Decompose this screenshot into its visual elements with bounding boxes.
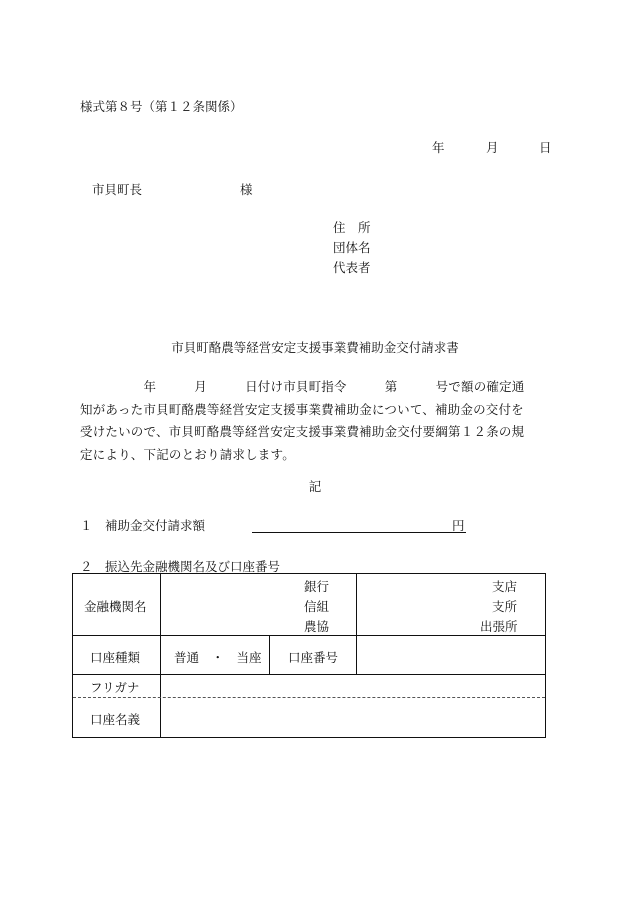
document-title: 市貝町酪農等経営安定支援事業費補助金交付請求書 <box>171 340 459 355</box>
date-day: 日 <box>539 140 552 155</box>
ki-heading: 記 <box>308 479 322 494</box>
account-number-field[interactable] <box>357 636 545 674</box>
table-divider <box>269 635 270 674</box>
account-number-label: 口座番号 <box>288 650 339 665</box>
account-type-options[interactable]: 普通 ・ 当座 <box>174 650 262 665</box>
addressee-honorific: 様 <box>240 182 253 197</box>
institution-label: 金融機関名 <box>84 599 147 614</box>
applicant-organization-label: 団体名 <box>333 240 371 255</box>
body-line: 定により、下記のとおり請求します。 <box>80 446 295 462</box>
amount-underline[interactable] <box>252 532 466 533</box>
account-holder-label: 口座名義 <box>90 712 141 727</box>
bank-type-bank: 銀行 <box>304 579 330 594</box>
bank-type-credit-union: 信組 <box>304 599 330 614</box>
bank-account-table <box>72 573 546 738</box>
body-paragraph <box>80 376 552 466</box>
amount-unit: 円 <box>452 518 465 533</box>
branch-type-branch: 支店 <box>492 579 518 594</box>
account-holder-field[interactable] <box>161 698 545 737</box>
body-line: 年 月 日付け市貝町指令 第 号で額の確定通 <box>80 379 525 394</box>
applicant-representative-label: 代表者 <box>333 260 371 275</box>
date-month: 月 <box>486 140 499 155</box>
account-type-label: 口座種類 <box>90 650 141 665</box>
date-year: 年 <box>432 140 445 155</box>
furigana-label: フリガナ <box>90 680 140 695</box>
bank-type-agri-coop: 農協 <box>304 619 330 634</box>
applicant-address-label: 住 所 <box>333 220 371 235</box>
branch-type-office: 支所 <box>492 599 518 614</box>
item2-label: ２ 振込先金融機関名及び口座番号 <box>80 559 281 574</box>
form-number: 様式第８号（第１２条関係） <box>80 99 243 114</box>
body-line: 知があった市貝町酪農等経営安定支援事業費補助金について、補助金の交付を <box>80 401 524 417</box>
item1-label: １ 補助金交付請求額 <box>80 518 206 533</box>
furigana-field[interactable] <box>161 675 545 697</box>
branch-type-sub-office: 出張所 <box>480 619 518 634</box>
body-line: 受けたいので、市貝町酪農等経営安定支援事業費補助金交付要綱第１２条の規 <box>80 424 525 439</box>
addressee-name: 市貝町長 <box>92 182 143 197</box>
